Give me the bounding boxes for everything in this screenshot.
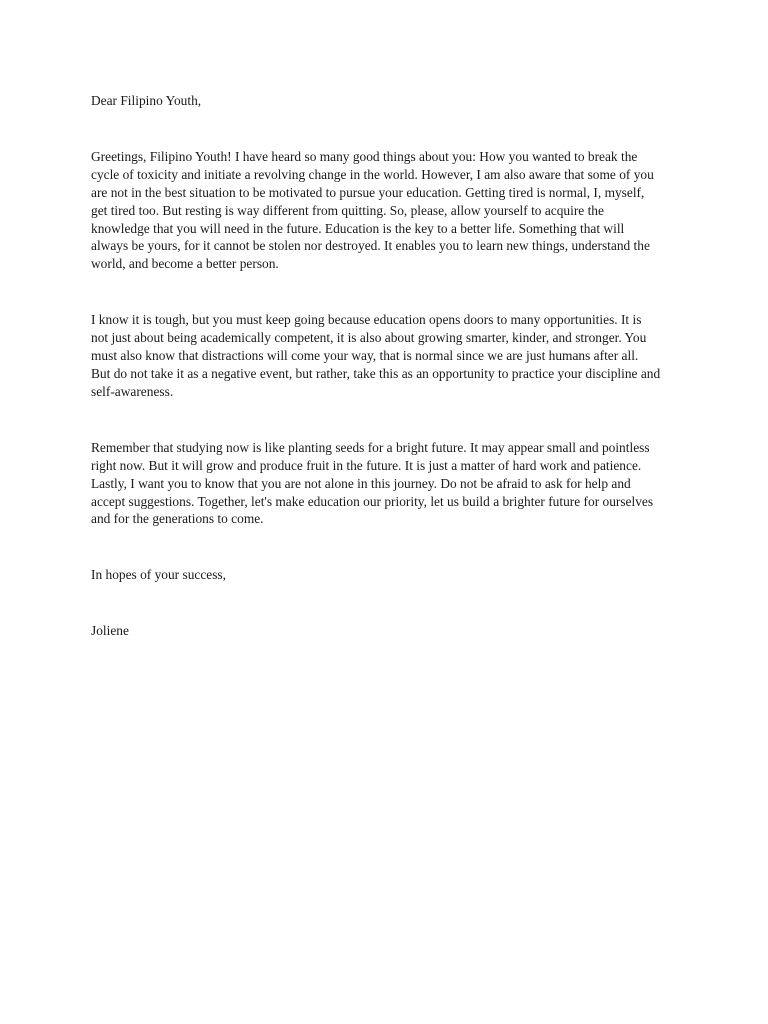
- paragraph-line: must also know that distractions will come your way, that is normal since we are just humans after all.: [91, 348, 639, 364]
- letter-body: [91, 92, 681, 640]
- paragraph-line: But do not take it as a negative event, but rather, take this as an opportunity to practice your discipline and: [91, 365, 661, 381]
- paragraph-line: and for the generations to come.: [91, 511, 264, 527]
- closing-text: In hopes of your success,: [91, 567, 226, 583]
- paragraph-line: knowledge that you will need in the future. Education is the key to a better life. Something that will: [91, 220, 625, 236]
- paragraph-line: I know it is tough, but you must keep going because education opens doors to many opportunities. It is: [91, 312, 642, 328]
- paragraph-line: accept suggestions. Together, let's make education our priority, let us build a brighter future for ourselves: [91, 493, 654, 509]
- paragraph-line: world, and become a better person.: [91, 256, 279, 272]
- salutation-text: Dear Filipino Youth,: [91, 93, 202, 108]
- paragraph-line: always be yours, for it cannot be stolen nor destroyed. It enables you to learn new things, understand the: [91, 238, 650, 254]
- paragraph-line: not just about being academically competent, it is also about growing smarter, kinder, and stronger. You: [91, 330, 647, 346]
- paragraph-1: [91, 148, 681, 273]
- paragraph-line: Greetings, Filipino Youth! I have heard so many good things about you: How you wanted to break the: [91, 148, 638, 164]
- signature-text: Joliene: [91, 623, 129, 639]
- signature: [91, 622, 681, 640]
- paragraph-line: get tired too. But resting is way different from quitting. So, please, allow yourself to acquire the: [91, 202, 604, 218]
- paragraph-line: Lastly, I want you to know that you are not alone in this journey. Do not be afraid to ask for help and: [91, 475, 631, 491]
- salutation: [91, 92, 681, 110]
- paragraph-line: right now. But it will grow and produce fruit in the future. It is just a matter of hard work and patience.: [91, 457, 642, 473]
- paragraph-line: cycle of toxicity and initiate a revolving change in the world. However, I am also aware that some of you: [91, 166, 654, 182]
- paragraph-line: self-awareness.: [91, 383, 174, 399]
- closing: [91, 566, 681, 584]
- paragraph-line: are not in the best situation to be motivated to pursue your education. Getting tired is normal, I, myself,: [91, 184, 645, 200]
- paragraph-line: Remember that studying now is like planting seeds for a bright future. It may appear small and pointless: [91, 439, 650, 455]
- paragraph-2: [91, 311, 681, 401]
- paragraph-3: [91, 439, 681, 529]
